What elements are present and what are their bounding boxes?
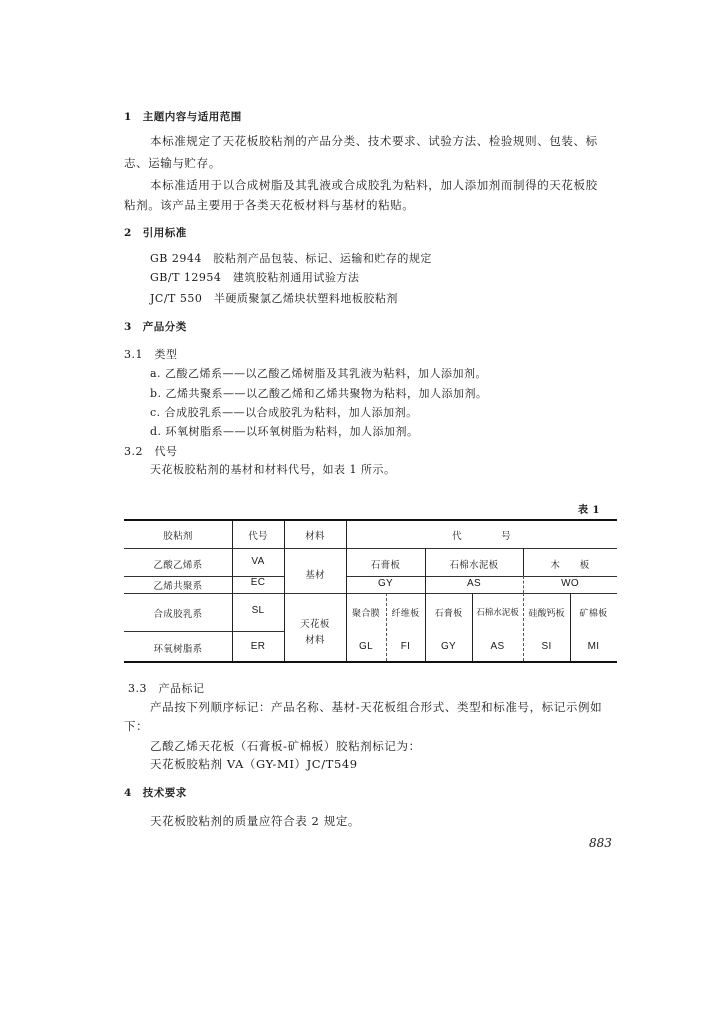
- type-item: b. 乙烯共聚系——以乙酸乙烯和乙烯共聚物为粘料，加人添加剂。: [150, 387, 488, 400]
- ceiling-name: 硅酸钙板: [528, 609, 565, 619]
- header-adhesive: 胶粘剂: [163, 531, 193, 542]
- header-material: 材料: [305, 531, 325, 542]
- ceiling-code: FI: [400, 641, 411, 652]
- header-codes: 代 号: [452, 531, 511, 542]
- section-3-3-line-2: 下：: [124, 719, 149, 733]
- type-item: d. 环氧树脂系——以环氧树脂为粘料，加人添加剂。: [150, 425, 419, 438]
- row-code: VA: [251, 556, 265, 567]
- base-name: 石膏板: [370, 560, 401, 571]
- section-2-heading: 2 引用标准: [124, 227, 187, 239]
- section-4-heading: 4 技术要求: [124, 787, 187, 799]
- material-ceiling: 材料: [305, 635, 325, 646]
- header-divider: [124, 548, 617, 549]
- row-divider: [124, 593, 617, 594]
- ceiling-code: SI: [541, 641, 552, 652]
- ceiling-name: 矿棉板: [579, 609, 608, 619]
- col-divider: [346, 521, 347, 661]
- row-code: SL: [251, 605, 265, 616]
- section-1-para-2-line-2: 粘剂。该产品主要用于各类天花板材料与基材的粘贴。: [124, 198, 415, 212]
- base-name: 石棉水泥板: [449, 560, 499, 571]
- table-bottom-rule: [124, 661, 617, 663]
- ceiling-code: GY: [440, 641, 457, 652]
- row-divider: [124, 631, 284, 632]
- row-label: 环氧树脂系: [153, 644, 203, 655]
- section-3-1-heading: 3.1 类型: [124, 348, 178, 361]
- type-item: a. 乙酸乙烯系——以乙酸乙烯树脂及其乳液为粘料，加人添加剂。: [150, 367, 488, 380]
- section-1-para-1-line-2: 志、运输与贮存。: [124, 156, 221, 170]
- row-label: 合成胶乳系: [153, 609, 203, 620]
- marking-example-line-1: 乙酸乙烯天花板（石膏板-矿棉板）胶粘剂标记为：: [150, 739, 421, 753]
- row-code: EC: [250, 577, 266, 588]
- section-3-heading: 3 产品分类: [124, 321, 187, 333]
- marking-example-line-2: 天花板胶粘剂 VA（GY-MI）JC/T549: [150, 757, 358, 771]
- material-base: 基材: [305, 570, 325, 581]
- section-1-heading: 1 主题内容与适用范围: [124, 111, 242, 123]
- ceiling-code: GL: [359, 641, 373, 652]
- page-number: 883: [589, 836, 612, 850]
- base-code: AS: [467, 578, 481, 589]
- section-4-text: 天花板胶粘剂的质量应符合表 2 规定。: [150, 814, 361, 828]
- section-1-para-1-line-1: 本标准规定了天花板胶粘剂的产品分类、技术要求、试验方法、检验规则、包装、标: [150, 134, 598, 148]
- header-code: 代号: [248, 531, 268, 542]
- type-item: c. 合成胶乳系——以合成胶乳为粘料，加人添加剂。: [150, 406, 418, 419]
- base-name: 木 板: [550, 560, 590, 571]
- table-caption: 表 1: [578, 505, 600, 516]
- section-3-2-text: 天花板胶粘剂的基材和材料代号，如表 1 所示。: [150, 463, 396, 476]
- section-3-2-heading: 3.2 代号: [124, 445, 178, 458]
- reference-item: JC/T 550 半硬质聚氯乙烯块状塑料地板胶粘剂: [150, 292, 398, 305]
- ceiling-name: 纤维板: [391, 609, 420, 619]
- ceiling-name: 石棉水泥板: [476, 608, 519, 618]
- ceiling-code: AS: [490, 641, 505, 652]
- row-code: ER: [250, 641, 266, 652]
- ceiling-name: 聚合膜: [352, 609, 380, 619]
- section-1-para-2-line-1: 本标准适用于以合成树脂及其乳液或合成胶乳为粘料，加人添加剂而制得的天花板胶: [150, 178, 598, 192]
- row-divider: [346, 576, 617, 577]
- ceiling-name: 石膏板: [434, 609, 463, 619]
- table-1: [124, 519, 617, 662]
- section-3-3-heading: 3.3 产品标记: [128, 682, 205, 695]
- row-label: 乙酸乙烯系: [153, 560, 203, 571]
- base-code: WO: [561, 578, 579, 589]
- section-3-3-line-1: 产品按下列顺序标记：产品名称、基材-天花板组合形式、类型和标准号，标记示例如: [150, 700, 603, 714]
- row-label: 乙烯共聚系: [153, 581, 203, 592]
- material-ceiling: 天花板: [300, 619, 330, 630]
- col-divider: [232, 521, 233, 661]
- base-code: GY: [377, 578, 394, 589]
- ceiling-code: MI: [587, 641, 600, 652]
- reference-item: GB/T 12954 建筑胶粘剂通用试验方法: [150, 271, 360, 284]
- reference-item: GB 2944 胶粘剂产品包装、标记、运输和贮存的规定: [150, 252, 432, 265]
- table-top-rule: [124, 519, 617, 521]
